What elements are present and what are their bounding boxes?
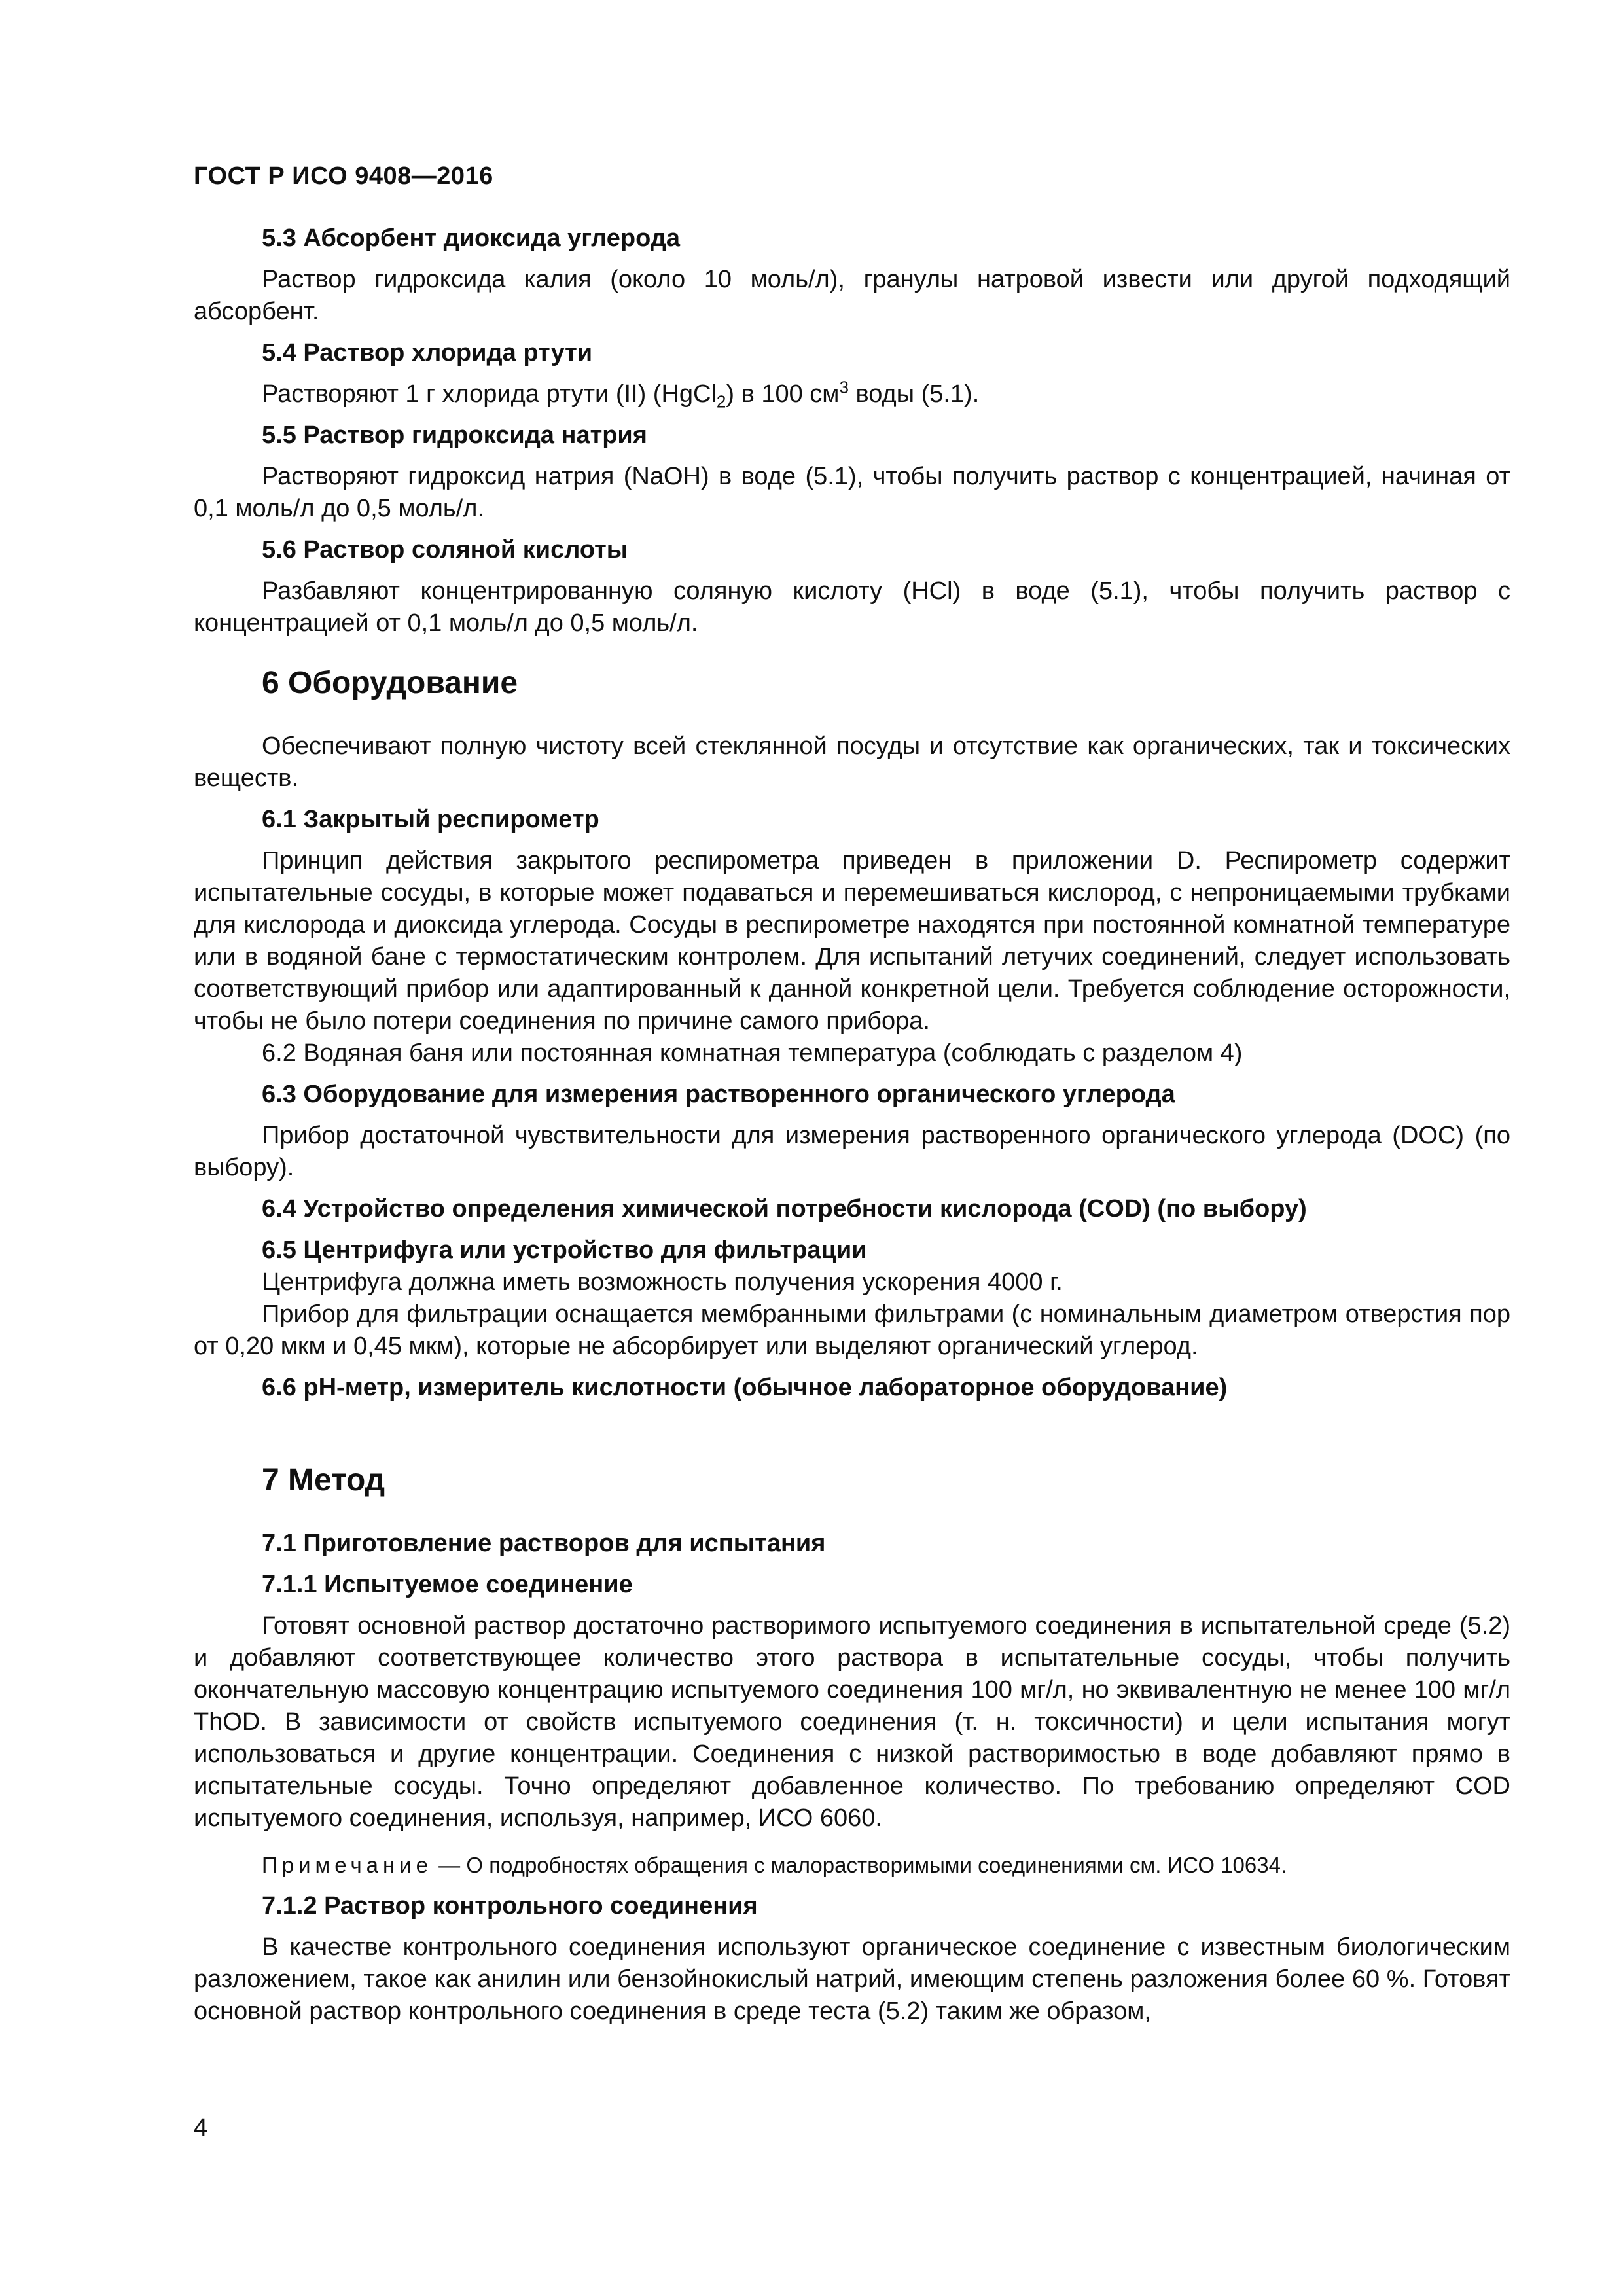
s54-superscript: 3 [839,377,849,397]
section-6-5-title: 6.5 Центрифуга или устройство для фильтрации [262,1236,867,1264]
section-6-1-title: 6.1 Закрытый респирометр [262,806,599,833]
section-6-5-text-2: Прибор для фильтрации оснащается мембранными фильтрами (с номинальным диаметром отверстия пор от 0,20 мкм и 0,45 мкм), которые не абсорбирует или выделяют органический углерод. [194,1300,1510,1360]
section-7-1-1-text: Готовят основной раствор достаточно растворимого испытуемого соединения в испытательной среде (5.2) и добавляют соответствующее количество этого раствора в испытательные сосуды, чтобы получить окончательную массовую концентрацию испытуемого соединения 100 мг/л, но эквивалентную не менее 100 мг/л ThOD. В зависимости от свойств испытуемого соединения (т. н. токсичности) и цели испытания могут использоваться и другие концентрации. Соединения с низкой растворимостью в воде добавляют прямо в испытательные сосуды. Точно определяют добавленное количество. По требованию определяют COD испытуемого соединения, используя, например, ИСО 6060. [194,1612,1510,1832]
section-7-1-2-text: В качестве контрольного соединения используют органическое соединение с известным биологическим разложением, такое как анилин или бензойнокислый натрий, имеющим степень разложения более 60 %. Готовят основной раствор контрольного соединения в среде теста (5.2) таким же образом, [194,1933,1510,2025]
section-7-1-2-title: 7.1.2 Раствор контрольного соединения [262,1892,758,1920]
section-5-5-title: 5.5 Раствор гидроксида натрия [262,422,647,449]
section-6-4-title: 6.4 Устройство определения химической потребности кислорода (COD) (по выбору) [262,1195,1307,1223]
section-7-1-title: 7.1 Приготовление растворов для испытания [262,1530,826,1557]
s54-subscript: 2 [716,391,726,412]
note-text: — О подробностях обращения с малорастворимыми соединениями см. ИСО 10634. [433,1853,1287,1877]
section-5-3-title: 5.3 Абсорбент диоксида углерода [262,224,681,252]
note-label: Примечание [262,1853,433,1877]
section-6-6-title: 6.6 pH-метр, измеритель кислотности (обычное лабораторное оборудование) [262,1374,1228,1401]
section-5-6-title: 5.6 Раствор соляной кислоты [262,536,628,564]
section-6-5-text-1: Центрифуга должна иметь возможность получения ускорения 4000 г. [262,1268,1063,1296]
section-7-1-1-title: 7.1.1 Испытуемое соединение [262,1571,633,1598]
section-6-2-text: 6.2 Водяная баня или постоянная комнатная температура (соблюдать с разделом 4) [262,1039,1243,1067]
section-6-intro: Обеспечивают полную чистоту всей стеклянной посуды и отсутствие как органических, так и токсических веществ. [194,732,1510,792]
section-7-title: 7 Метод [262,1463,385,1498]
page-number: 4 [194,2114,208,2142]
section-5-3-text: Раствор гидроксида калия (около 10 моль/л), гранулы натровой извести или другой подходящий абсорбент. [194,266,1510,325]
section-6-1-text: Принцип действия закрытого респирометра приведен в приложении D. Респирометр содержит испытательные сосуды, в которые может подаваться и перемешиваться кислород, с непроницаемыми трубками для кислорода и диоксида углерода. Сосуды в респирометре находятся при постоянной комнатной температуре или в водяной бане с термостатическим контролем. Для испытаний летучих соединений, следует использовать соответствующий прибор или адаптированный к данной конкретной цели. Требуется соблюдение осторожности, чтобы не было потери соединения по причине самого прибора. [194,847,1510,1035]
s54-part-c: воды (5.1). [848,380,980,408]
document-code: ГОСТ Р ИСО 9408—2016 [194,162,493,190]
note [194,1849,1510,1881]
s54-part-a: Растворяют 1 г хлорида ртути (II) (HgCl [262,380,717,408]
section-5-5-text: Растворяют гидроксид натрия (NaOH) в воде (5.1), чтобы получить раствор с концентрацией, начиная от 0,1 моль/л до 0,5 моль/л. [194,463,1510,522]
section-6-3-title: 6.3 Оборудование для измерения растворенного органического углерода [262,1081,1175,1108]
section-5-6-text: Разбавляют концентрированную соляную кислоту (HCl) в воде (5.1), чтобы получить раствор с концентрацией от 0,1 моль/л до 0,5 моль/л. [194,577,1510,637]
section-5-4-title: 5.4 Раствор хлорида ртути [262,339,593,367]
s54-part-b: ) в 100 см [726,380,840,408]
section-6-3-text: Прибор достаточной чувствительности для измерения растворенного органического углерода (DOC) (по выбору). [194,1122,1510,1181]
page-content [194,223,1510,2028]
section-6-title: 6 Оборудование [262,666,518,700]
section-5-4-text [194,378,1510,410]
